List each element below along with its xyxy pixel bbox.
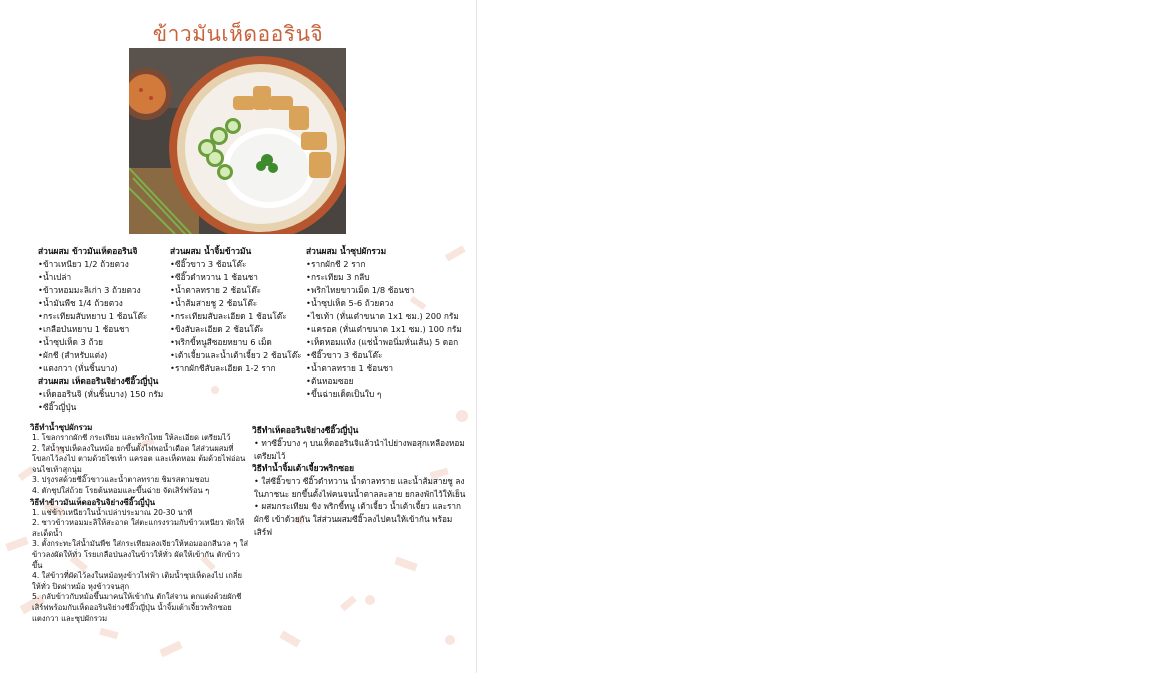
list-item: • รากผักชี 2 ราก bbox=[306, 258, 462, 271]
step-item: • ผสมกระเทียม ขิง พริกขี้หนู เต้าเจี้ยว น้ำเต้าเจี้ยว และรากผักชี เข้าด้วยกัน ใส่ส่วนผสมซีอิ๊วลงไปคนให้เข้ากัน พร้อมเสิร์ฟ bbox=[254, 501, 461, 537]
list-item: • ผักชี (สำหรับแต่ง) bbox=[38, 349, 163, 362]
list-item: • น้ำซุปเห็ด 5-6 ถ้วยตวง bbox=[306, 297, 462, 310]
list-item: • น้ำส้มสายชู 2 ช้อนโต๊ะ bbox=[170, 297, 302, 310]
sauce-ingredients-heading: ส่วนผสม น้ำจิ้มข้าวมัน bbox=[170, 246, 252, 256]
soup-ingredients-heading: ส่วนผสม น้ำซุปผักรวม bbox=[306, 246, 387, 256]
list-item: • ซีอิ๊วขาว 3 ช้อนโต๊ะ bbox=[306, 349, 462, 362]
list-item: • น้ำซุปเห็ด 3 ถ้วย bbox=[38, 336, 163, 349]
list-item: • รากผักชีสับละเอียด 1-2 ราก bbox=[170, 362, 302, 375]
rice-ingredients-heading: ส่วนผสม ข้าวมันเห็ดออรินจิ bbox=[38, 246, 138, 256]
list-item: • กระเทียม 3 กลีบ bbox=[306, 271, 462, 284]
right-method-column bbox=[252, 424, 468, 538]
list-item: • ซีอิ๊วดำหวาน 1 ช้อนชา bbox=[170, 271, 302, 284]
list-item: • น้ำตาลทราย 1 ช้อนชา bbox=[306, 362, 462, 375]
list-item: • แตงกวา (หั่นชิ้นบาง) bbox=[38, 362, 163, 375]
list-item: • น้ำเปล่า bbox=[38, 271, 163, 284]
sauce-ingredients bbox=[170, 245, 302, 375]
list-item: • แครอต (หั่นเต๋าขนาด 1x1 ซม.) 100 กรัม bbox=[306, 323, 462, 336]
recipe-page bbox=[0, 0, 477, 673]
soup-steps-heading: วิธีทำน้ำซุปผักรวม bbox=[30, 423, 93, 432]
list-item: • น้ำมันพืช 1/4 ถ้วยตวง bbox=[38, 297, 163, 310]
list-item: • ข้าวเหนียว 1/2 ถ้วยตวง bbox=[38, 258, 163, 271]
dish-photo bbox=[129, 48, 346, 234]
step-item: • ทาซีอิ๊วบาง ๆ บนเห็ดออรินจิแล้วนำไปย่างพอสุกเหลืองหอม เตรียมไว้ bbox=[254, 438, 465, 461]
step-item: 3. ปรุงรสด้วยซีอิ๊วขาวและน้ำตาลทราย ชิมรสตามชอบ bbox=[32, 475, 210, 485]
list-item: • กระเทียมสับหยาบ 1 ช้อนโต๊ะ bbox=[38, 310, 163, 323]
list-item: • น้ำตาลทราย 2 ช้อนโต๊ะ bbox=[170, 284, 302, 297]
list-item: • เห็ดออรินจิ (หั่นชิ้นบาง) 150 กรัม bbox=[38, 388, 163, 401]
list-item: • เต้าเจี้ยวและน้ำเต้าเจี้ยว 2 ช้อนโต๊ะ bbox=[170, 349, 302, 362]
grill-steps-heading: วิธีทำเห็ดออรินจิย่างซีอิ๊วญี่ปุ่น bbox=[252, 425, 359, 435]
step-item: 2. ซาวข้าวหอมมะลิให้สะอาด ใส่ตะแกรงรวมกับข้าวเหนียว พักให้สะเด็ดน้ำ bbox=[32, 518, 245, 538]
list-item: • ไชเท้า (หั่นเต๋าขนาด 1x1 ซม.) 200 กรัม bbox=[306, 310, 462, 323]
list-item: • เห็ดหอมแห้ง (แช่น้ำพอนิ่มหั่นเส้น) 5 ดอก bbox=[306, 336, 462, 349]
soup-ingredients bbox=[306, 245, 462, 401]
list-item: • พริกขี้หนูสีซอยหยาบ 6 เม็ด bbox=[170, 336, 302, 349]
step-item: 1. แช่ข้าวเหนียวในน้ำเปล่าประมาณ 20-30 นาที bbox=[32, 507, 193, 517]
list-item: • ซีอิ๊วญี่ปุ่น bbox=[38, 401, 163, 414]
step-item: 4. ใส่ข้าวที่ผัดไว้ลงในหม้อหุงข้าวไฟฟ้า เติมน้ำซุปเห็ดลงไป เกลี่ยให้ทั่ว ปิดฝาหม้อ หุงข้าวจนสุก bbox=[32, 571, 242, 591]
list-item: • เกลือป่นหยาบ 1 ช้อนชา bbox=[38, 323, 163, 336]
list-item: • ข้าวหอมมะลิเก่า 3 ถ้วยตวง bbox=[38, 284, 163, 297]
list-item: • ซีอิ๊วขาว 3 ช้อนโต๊ะ bbox=[170, 258, 302, 271]
dip-steps-heading: วิธีทำน้ำจิ้มเต้าเจี้ยวพริกซอย bbox=[252, 463, 354, 474]
list-item: • ต้นหอมซอย bbox=[306, 375, 462, 388]
left-method-column bbox=[30, 422, 248, 624]
list-item: • พริกไทยขาวเม็ด 1/8 ช้อนชา bbox=[306, 284, 462, 297]
step-item: 5. กลับข้าวกับหม้อขึ้นมาคนให้เข้ากัน ตักใส่จาน ตกแต่งด้วยผักชี เสิร์ฟพร้อมกับเห็ดออรินจิย่างซีอิ๊วญี่ปุ่น น้ำจิ้มเต้าเจี้ยวพริกซอย แตงกวา และซุปผักรวม bbox=[32, 592, 242, 623]
step-item: 3. ตั้งกระทะใส่น้ำมันพืช ใส่กระเทียมลงเจียวให้หอมออกสีนวล ๆ ใส่ข้าวลงผัดให้ทั่ว โรยเกลือป่นลงในข้าวให้ทั่ว ผัดให้เข้ากัน ตักข้าวขึ้น bbox=[32, 539, 248, 570]
step-item: 2. ใส่น้ำซุปเห็ดลงในหม้อ ยกขึ้นตั้งไฟพอน้ำเดือด ใส่ส่วนผสมที่โขลกไว้ลงไป ตามด้วยไชเท้า แครอต และเห็ดหอม ต้มด้วยไฟอ่อนจนไชเท้าสุกนุ่ม bbox=[32, 443, 246, 474]
rice-steps-heading: วิธีทำข้าวมันเห็ดออรินจิย่างซีอิ๊วญี่ปุ่น bbox=[30, 497, 156, 507]
step-item: • ใส่ซีอิ๊วขาว ซีอิ๊วดำหวาน น้ำตาลทราย และน้ำส้มสายชู ลงในภาชนะ ยกขึ้นตั้งไฟคนจนน้ำตาลละลาย ยกลงพักไว้ให้เย็น bbox=[254, 476, 466, 499]
rice-ingredients bbox=[38, 245, 163, 414]
mushroom-ingredients-heading: ส่วนผสม เห็ดออรินจิย่างซีอิ๊วญี่ปุ่น bbox=[38, 376, 159, 386]
list-item: • ขึ้นฉ่ายเด็ดเป็นใบ ๆ bbox=[306, 388, 462, 401]
recipe-title: ข้าวมันเห็ดออรินจิ bbox=[152, 22, 324, 46]
list-item: • ขิงสับละเอียด 2 ช้อนโต๊ะ bbox=[170, 323, 302, 336]
list-item: • กระเทียมสับละเอียด 1 ช้อนโต๊ะ bbox=[170, 310, 302, 323]
step-item: 4. ตักชุปใส่ถ้วย โรยต้นหอมและขึ้นฉ่าย จัดเสิร์ฟร้อน ๆ bbox=[32, 485, 210, 495]
step-item: 1. โขลกรากผักชี กระเทียม และพริกไทย ให้ละเอียด เตรียมไว้ bbox=[32, 433, 231, 442]
